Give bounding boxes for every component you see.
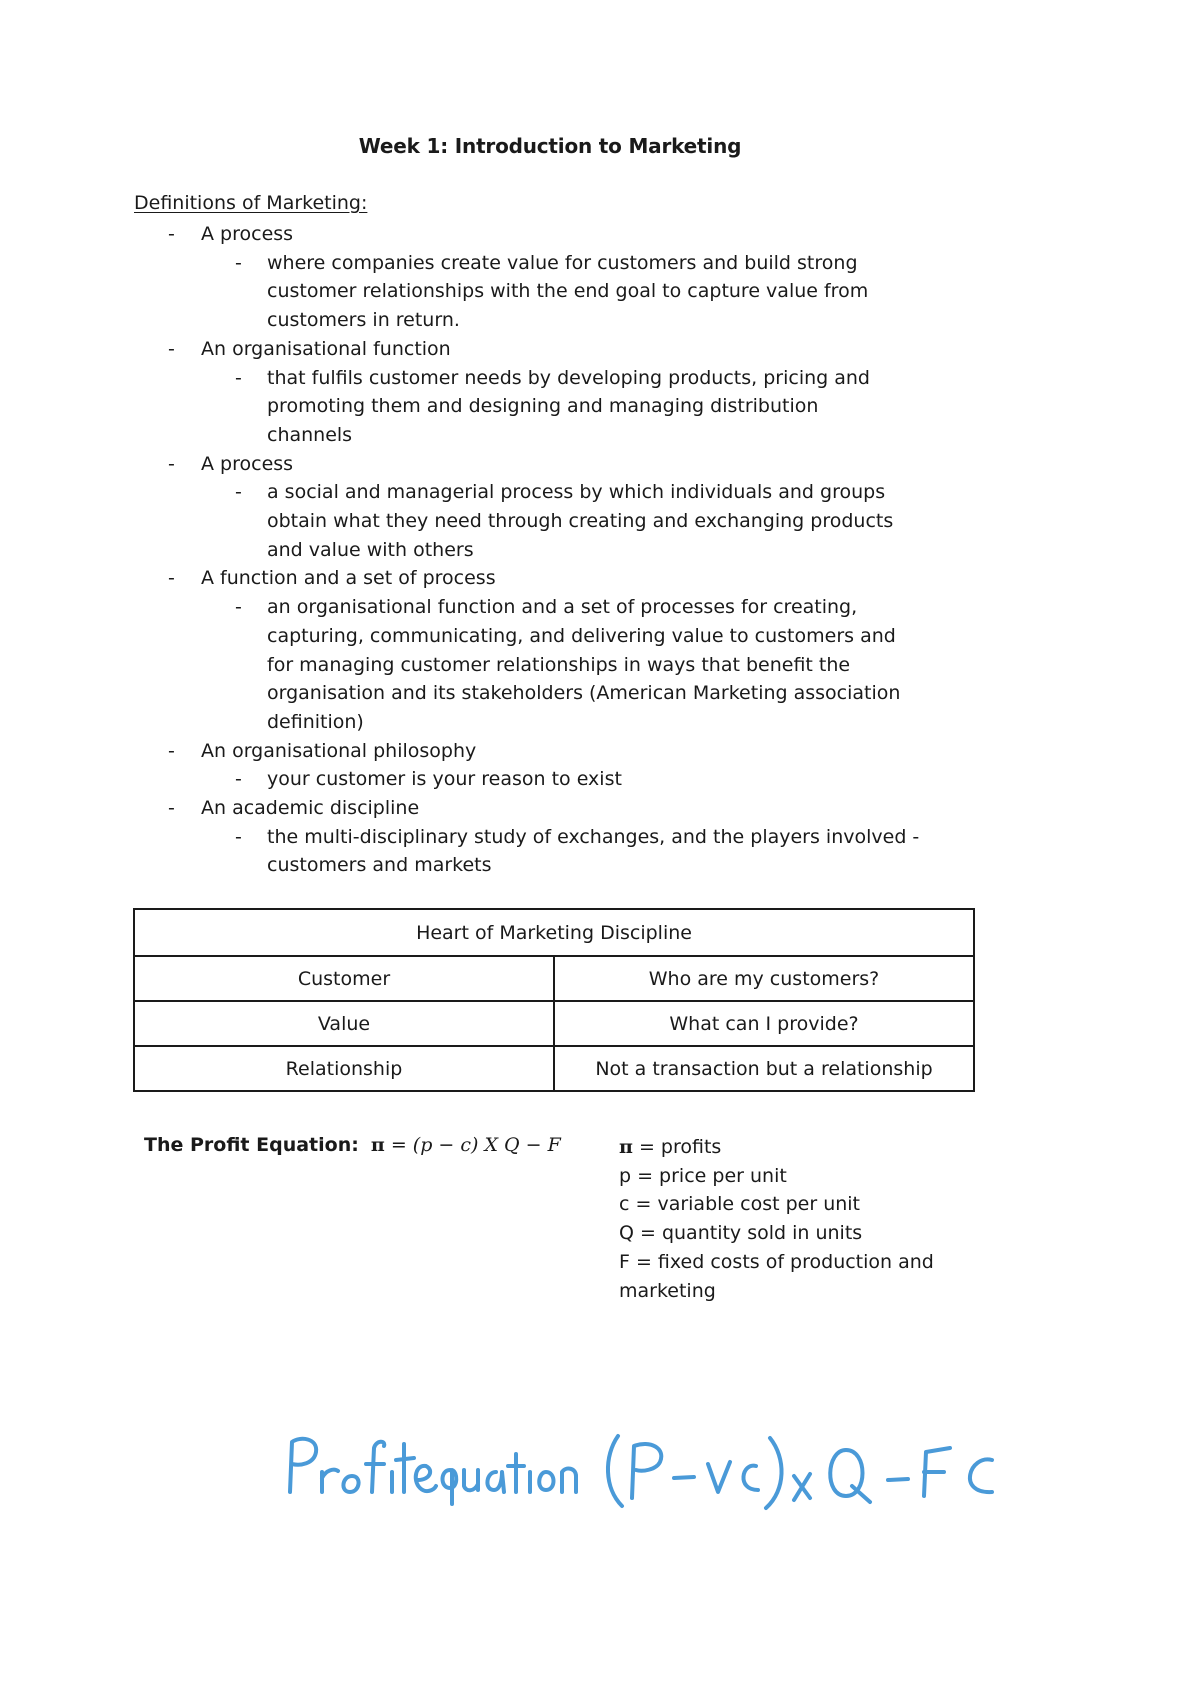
- definition-detail-text: for managing customer relationships in ways that benefit the: [267, 653, 851, 676]
- definition-term-text: An organisational philosophy: [201, 739, 477, 762]
- equation-expression: = (p − c) X Q − F: [390, 1134, 561, 1156]
- definition-detail-text: customers and markets: [267, 854, 492, 877]
- dash-bullet: -: [235, 768, 242, 791]
- legend-line: marketing: [619, 1279, 716, 1302]
- definition-detail-line: [166, 708, 986, 737]
- definition-term-text: An organisational function: [201, 337, 451, 360]
- definition-detail-text: a social and managerial process by which individuals and groups: [267, 481, 886, 504]
- definition-detail-text: promoting them and designing and managing distribution: [267, 395, 819, 418]
- table-cell: Value: [134, 1001, 554, 1046]
- table-cell: Who are my customers?: [554, 956, 974, 1001]
- table-row: [134, 1046, 974, 1091]
- definition-detail-text: the multi-disciplinary study of exchanges, and the players involved -: [267, 825, 920, 848]
- dash-bullet: -: [235, 825, 242, 848]
- profit-equation-formula: [371, 1134, 561, 1156]
- definition-detail-text: customer relationships with the end goal to capture value from: [267, 280, 869, 303]
- definitions-list: [166, 220, 986, 880]
- pi-symbol: π: [370, 1134, 385, 1156]
- heart-of-marketing-table: [133, 908, 975, 1092]
- legend-line: F = fixed costs of production and: [619, 1250, 934, 1273]
- definition-detail-line: [166, 593, 986, 622]
- definition-term: [166, 737, 986, 766]
- legend-text: = profits: [632, 1136, 722, 1158]
- legend-line: [619, 1133, 979, 1162]
- legend-symbol: π: [619, 1136, 633, 1158]
- definition-detail-text: your customer is your reason to exist: [267, 768, 622, 791]
- profit-equation: [144, 1134, 561, 1156]
- table-header-row: [134, 909, 974, 956]
- definition-detail-text: definition): [267, 710, 364, 733]
- table-cell: What can I provide?: [554, 1001, 974, 1046]
- dash-bullet: -: [168, 739, 175, 762]
- definition-detail-line: [166, 306, 986, 335]
- definition-detail-text: an organisational function and a set of processes for creating,: [267, 596, 858, 619]
- legend-line: c = variable cost per unit: [619, 1193, 861, 1216]
- table-header: Heart of Marketing Discipline: [134, 909, 974, 956]
- definition-detail-text: customers in return.: [267, 309, 460, 332]
- definition-term: [166, 220, 986, 249]
- definition-detail-line: [166, 364, 986, 393]
- definition-detail-line: [166, 823, 986, 852]
- definition-detail-text: organisation and its stakeholders (American Marketing association: [267, 682, 901, 705]
- definition-detail-text: channels: [267, 423, 353, 446]
- definition-term-text: A function and a set of process: [201, 567, 496, 590]
- definition-term-text: An academic discipline: [201, 797, 420, 820]
- definitions-heading: Definitions of Marketing:: [134, 192, 368, 214]
- definition-detail-line: [166, 536, 986, 565]
- table-cell: Customer: [134, 956, 554, 1001]
- table-cell: Relationship: [134, 1046, 554, 1091]
- dash-bullet: -: [235, 251, 242, 274]
- dash-bullet: -: [235, 366, 242, 389]
- definition-detail-line: [166, 392, 986, 421]
- dash-bullet: -: [168, 797, 175, 820]
- definition-detail-line: [166, 651, 986, 680]
- handwritten-note: [0, 1400, 1100, 1520]
- legend-line: Q = quantity sold in units: [619, 1222, 863, 1245]
- definition-detail-text: that fulfils customer needs by developing products, pricing and: [267, 366, 870, 389]
- definition-detail-line: [166, 679, 986, 708]
- definition-detail-line: [166, 851, 986, 880]
- profit-equation-label: The Profit Equation:: [144, 1134, 359, 1156]
- definition-detail-line: [166, 478, 986, 507]
- dash-bullet: -: [235, 481, 242, 504]
- page-title: Week 1: Introduction to Marketing: [358, 134, 742, 158]
- definition-term-text: A process: [201, 223, 294, 245]
- definition-detail-text: where companies create value for customers and build strong: [267, 251, 858, 274]
- definition-detail-line: [166, 507, 986, 536]
- definition-term: [166, 450, 986, 479]
- table-row: [134, 1001, 974, 1046]
- definition-detail-line: [166, 421, 986, 450]
- definition-term-text: A process: [201, 452, 294, 475]
- definition-term: [166, 794, 986, 823]
- table-row: [134, 956, 974, 1001]
- dash-bullet: -: [235, 596, 242, 619]
- definition-detail-line: [166, 622, 986, 651]
- definition-detail-line: [166, 765, 986, 794]
- legend-line: p = price per unit: [619, 1164, 787, 1187]
- definition-detail-line: [166, 277, 986, 306]
- definition-term: [166, 335, 986, 364]
- dash-bullet: -: [168, 452, 175, 475]
- definition-detail-line: [166, 249, 986, 278]
- definition-detail-text: obtain what they need through creating and exchanging products: [267, 510, 894, 533]
- definition-term: [166, 564, 986, 593]
- dash-bullet: -: [168, 223, 175, 245]
- profit-equation-legend: [619, 1133, 979, 1305]
- definition-detail-text: and value with others: [267, 538, 474, 561]
- dash-bullet: -: [168, 567, 175, 590]
- dash-bullet: -: [168, 337, 175, 360]
- table-cell: Not a transaction but a relationship: [554, 1046, 974, 1091]
- definition-detail-text: capturing, communicating, and delivering value to customers and: [267, 624, 896, 647]
